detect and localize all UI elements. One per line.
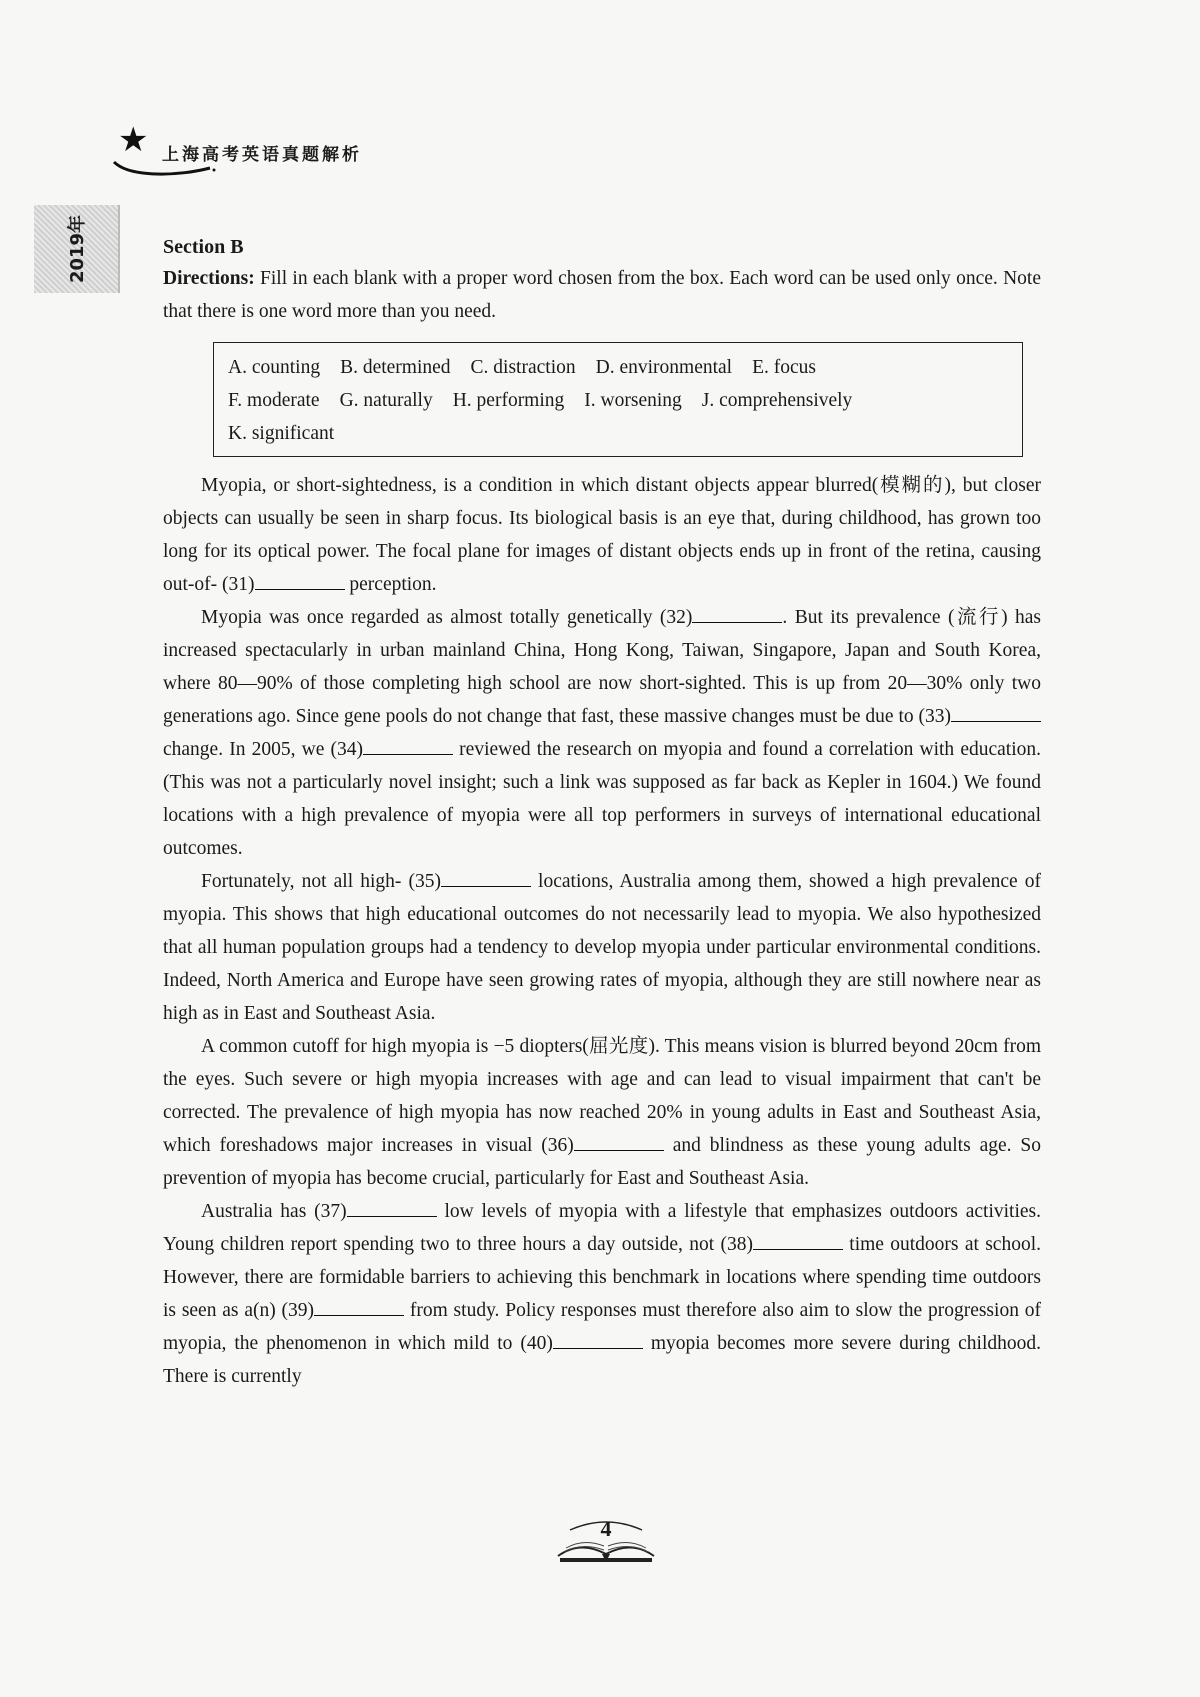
paragraph-text: from study. Policy responses must therefore also aim to slow the progression of myopia, the phenomenon in which mild to (40) [163, 1300, 1041, 1354]
word-option: F. moderate [228, 390, 320, 411]
page-number: 4 [600, 1516, 612, 1541]
paragraph-text: reviewed the research on myopia and found a correlation with education. (This was not a particularly novel insight; such a link was supposed as far back as Kepler in 1604.) We found locations with a high prevalence of myopia were all top performers in surveys of international educational outcomes. [163, 739, 1041, 859]
paragraph-text: locations, Australia among them, showed a high prevalence of myopia. This shows that high educational outcomes do not necessarily lead to myopia. We also hypothesized that all human population groups had a tendency to develop myopia under particular environmental conditions. Indeed, North America and Europe have seen growing rates of myopia, although they are still nowhere near as high as in East and Southeast Asia. [163, 871, 1041, 1024]
word-option: H. performing [452, 390, 565, 411]
directions [163, 262, 1041, 328]
star-logo-icon: ★ [118, 122, 149, 159]
paragraph-text: myopia becomes more severe during childhood. There is currently [163, 1333, 1041, 1387]
paragraph-text: Fortunately, not all high- (35) [201, 871, 441, 892]
exam-content [163, 232, 1041, 1393]
blank-35[interactable] [441, 866, 531, 887]
word-option: D. environmental [595, 357, 733, 378]
word-box [213, 342, 1023, 457]
blank-38[interactable] [753, 1229, 843, 1250]
paragraph-text: Australia has (37) [201, 1201, 347, 1222]
word-box-row [228, 417, 1008, 450]
paragraph-text: Myopia was once regarded as almost totally genetically (32) [201, 607, 693, 628]
word-option: I. worsening [584, 390, 682, 411]
word-option: G. naturally [339, 390, 433, 411]
blank-31[interactable] [255, 569, 345, 590]
paragraph-text: and blindness as these young adults age. So prevention of myopia has become crucial, particularly for East and Southeast Asia. [163, 1135, 1041, 1189]
book-title: 上海高考英语真题解析 [162, 145, 362, 165]
paragraph-text: low levels of myopia with a lifestyle that emphasizes outdoors activities. Young children report spending two to three hours a day outside, not (38) [163, 1201, 1041, 1255]
blank-39[interactable] [314, 1295, 404, 1316]
word-option: B. determined [340, 357, 451, 378]
paragraph-text: A common cutoff for high myopia is −5 diopters(屈光度). This means vision is blurred beyond 20cm from the eyes. Such severe or high myopia increases with age and can lead to visual impairment that can't be corrected. The prevalence of high myopia has now reached 20% in young adults in East and Southeast Asia, which foreshadows major increases in visual (36) [163, 1036, 1041, 1156]
word-option: C. distraction [470, 357, 576, 378]
word-option: E. focus [752, 357, 816, 378]
paragraph-text: time outdoors at school. However, there are formidable barriers to achieving this benchmark in locations where spending time outdoors is seen as a(n) (39) [163, 1234, 1041, 1321]
paragraph-text: . But its prevalence (流行) has increased spectacularly in urban mainland China, Hong Kong, Taiwan, Singapore, Japan and South Korea, where 80—90% of those completing high school are now short-sighted. This is up from 20—30% only two generations ago. Since gene pools do not change that fast, these massive changes must be due to (33) [163, 607, 1041, 727]
paragraph-2 [163, 601, 1041, 865]
word-box-row [228, 351, 1008, 384]
section-title: Section B [163, 236, 244, 258]
directions-label: Directions: [163, 268, 255, 289]
page-footer [550, 1514, 662, 1566]
blank-33[interactable] [951, 701, 1041, 722]
blank-32[interactable] [692, 602, 782, 623]
paragraph-4 [163, 1030, 1041, 1195]
paragraph-5 [163, 1195, 1041, 1393]
blank-34[interactable] [363, 734, 453, 755]
directions-text: Fill in each blank with a proper word chosen from the box. Each word can be used only once. Note that there is one word more than you need. [163, 268, 1041, 322]
blank-40[interactable] [553, 1328, 643, 1349]
paragraph-1 [163, 469, 1041, 601]
word-option: K. significant [228, 423, 335, 444]
word-option: A. counting [228, 357, 321, 378]
blank-36[interactable] [574, 1130, 664, 1151]
year-tab [34, 205, 120, 293]
word-box-row [228, 384, 1008, 417]
blank-37[interactable] [347, 1196, 437, 1217]
paragraph-text: perception. [344, 574, 437, 595]
paragraph-text: change. In 2005, we (34) [163, 739, 364, 760]
year-label: 2019年 [67, 214, 88, 284]
word-option: J. comprehensively [701, 390, 853, 411]
paragraph-text: Myopia, or short-sightedness, is a condition in which distant objects appear blurred(模糊的), but closer objects can usually be seen in sharp focus. Its biological basis is an eye that, during childhood, has grown too long for its optical power. The focal plane for images of distant objects ends up in front of the retina, causing out-of- (31) [163, 475, 1041, 595]
paragraph-3 [163, 865, 1041, 1030]
